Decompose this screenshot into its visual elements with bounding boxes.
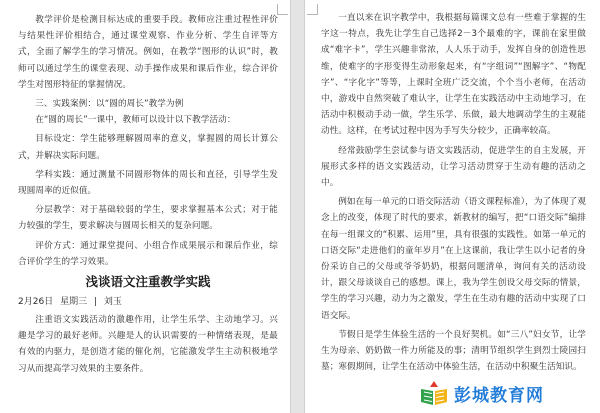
right-page [305, 0, 600, 413]
article-author: 刘玉 [103, 297, 122, 308]
paragraph: 教学评价是检测目标达成的重要手段。教师应注重过程性评价与结果性评价相结合，通过课堂观察、作业分析、学生自评等方式，全面了解学生的学习情况。例如，在教学“图形的认识”时，教师可以通过学生的课堂表现、动手操作成果和课后作业，综合评价学生对图形特征的掌握情况。 [18, 15, 278, 90]
paragraph: 例如在每一单元的口语交际活动（语文课程标准），为了体现了观念上的改变，体现了时代的要求，新教材的编写，把“口语交际”编排在每一组课文的“积累、运用”里，具有很强的实践性。如第一单元的口语交际“走进他们的童年岁月”在上这课前，我让学生以小记者的身份采访自己的父母或爷爷奶奶，根据问题清单，询问有关的活动设计，跟父母谈谈自己的感想。课上，我为学生创设父母交际的情景，学生的学习兴趣，动力为之激发，学生在生动有趣的活动中实现了口语交际。 [321, 197, 587, 321]
section-heading: 三、实践案例：以“圆的周长”教学为例 [35, 99, 184, 110]
paragraph: 节假日是学生体验生活的一个良好契机。如“三八”妇女节，让学生为母亲、奶奶做一件力所能及的事；清明节组织学生到烈士陵园扫墓；寒假期间，让学生在活动中体验生活，在活动中积聚生活知识。 [321, 329, 586, 373]
paragraph: 目标设定：学生能够理解圆周率的意义，掌握圆的周长计算公式，并解决实际问题。 [18, 134, 278, 161]
page-corner-mark [307, 4, 318, 15]
site-watermark [418, 378, 558, 408]
article-title: 浅谈语文注重教学实践 [85, 274, 211, 290]
page-gutter [290, 0, 305, 413]
book-logo-icon [418, 379, 450, 407]
paragraph: 一直以来在识字教学中，我根据每篇课文总有一些难于掌握的生字这一特点，我先让学生自己选择2－3个最难的字，课前在家里做成“难字卡”，学生兴趣非常浓，人人乐于动手，发挥自身的创造性思维，使难字的字形变得生动形象起来，有“字组词”“图解字”、“物配字”、“字化字”等等，上课时全班广泛交流，个个当小老师，在活动中，游戏中自然突破了难认字，让学生在实践活动中主动地学习，在活动中积极动手动一做，学生乐学、乐做，最大地调动学生的主观能动性。这样，在考试过程中因为手写失分较少，正确率较高。 [321, 13, 586, 137]
paragraph: 分层教学：对于基础较弱的学生，要求掌握基本公式；对于能力较强的学生，要求解决与圆周长相关的复杂问题。 [18, 205, 278, 232]
left-page [0, 0, 290, 413]
paragraph: 经常鼓励学生尝试参与语文实践活动，促进学生的自主发展，开展形式多样的语文实践活动，让学习活动贯穿于生动有趣的活动之中。 [321, 145, 586, 189]
article-weekday: 星期三 [60, 297, 88, 308]
brand-name: 彭城教育网 [454, 385, 544, 406]
article-date: 2月26日 [18, 297, 54, 308]
paragraph: 注重语文实践活动的激趣作用，让学生乐学、主动地学习。兴趣是学习的最好老师。兴趣是人的认识需要的一种情绪表现，是最有效的内驱力，是创造才能的催化剂，它能激发学生主动积极地学习从而提高学习效果的主要条件。 [18, 315, 278, 374]
paragraph: 学科实践：通过测量不同圆形物体的周长和直径，引导学生发现圆周率的近似值。 [18, 169, 278, 197]
paragraph: 在“圆的周长”一课中，教师可以设计以下教学活动： [35, 115, 236, 126]
article-meta [18, 295, 278, 309]
paragraph: 评价方式：通过课堂提问、小组合作成果展示和课后作业，综合评价学生的学习效果。 [18, 240, 278, 267]
meta-separator: | [93, 297, 97, 308]
page-corner-mark [277, 4, 288, 15]
